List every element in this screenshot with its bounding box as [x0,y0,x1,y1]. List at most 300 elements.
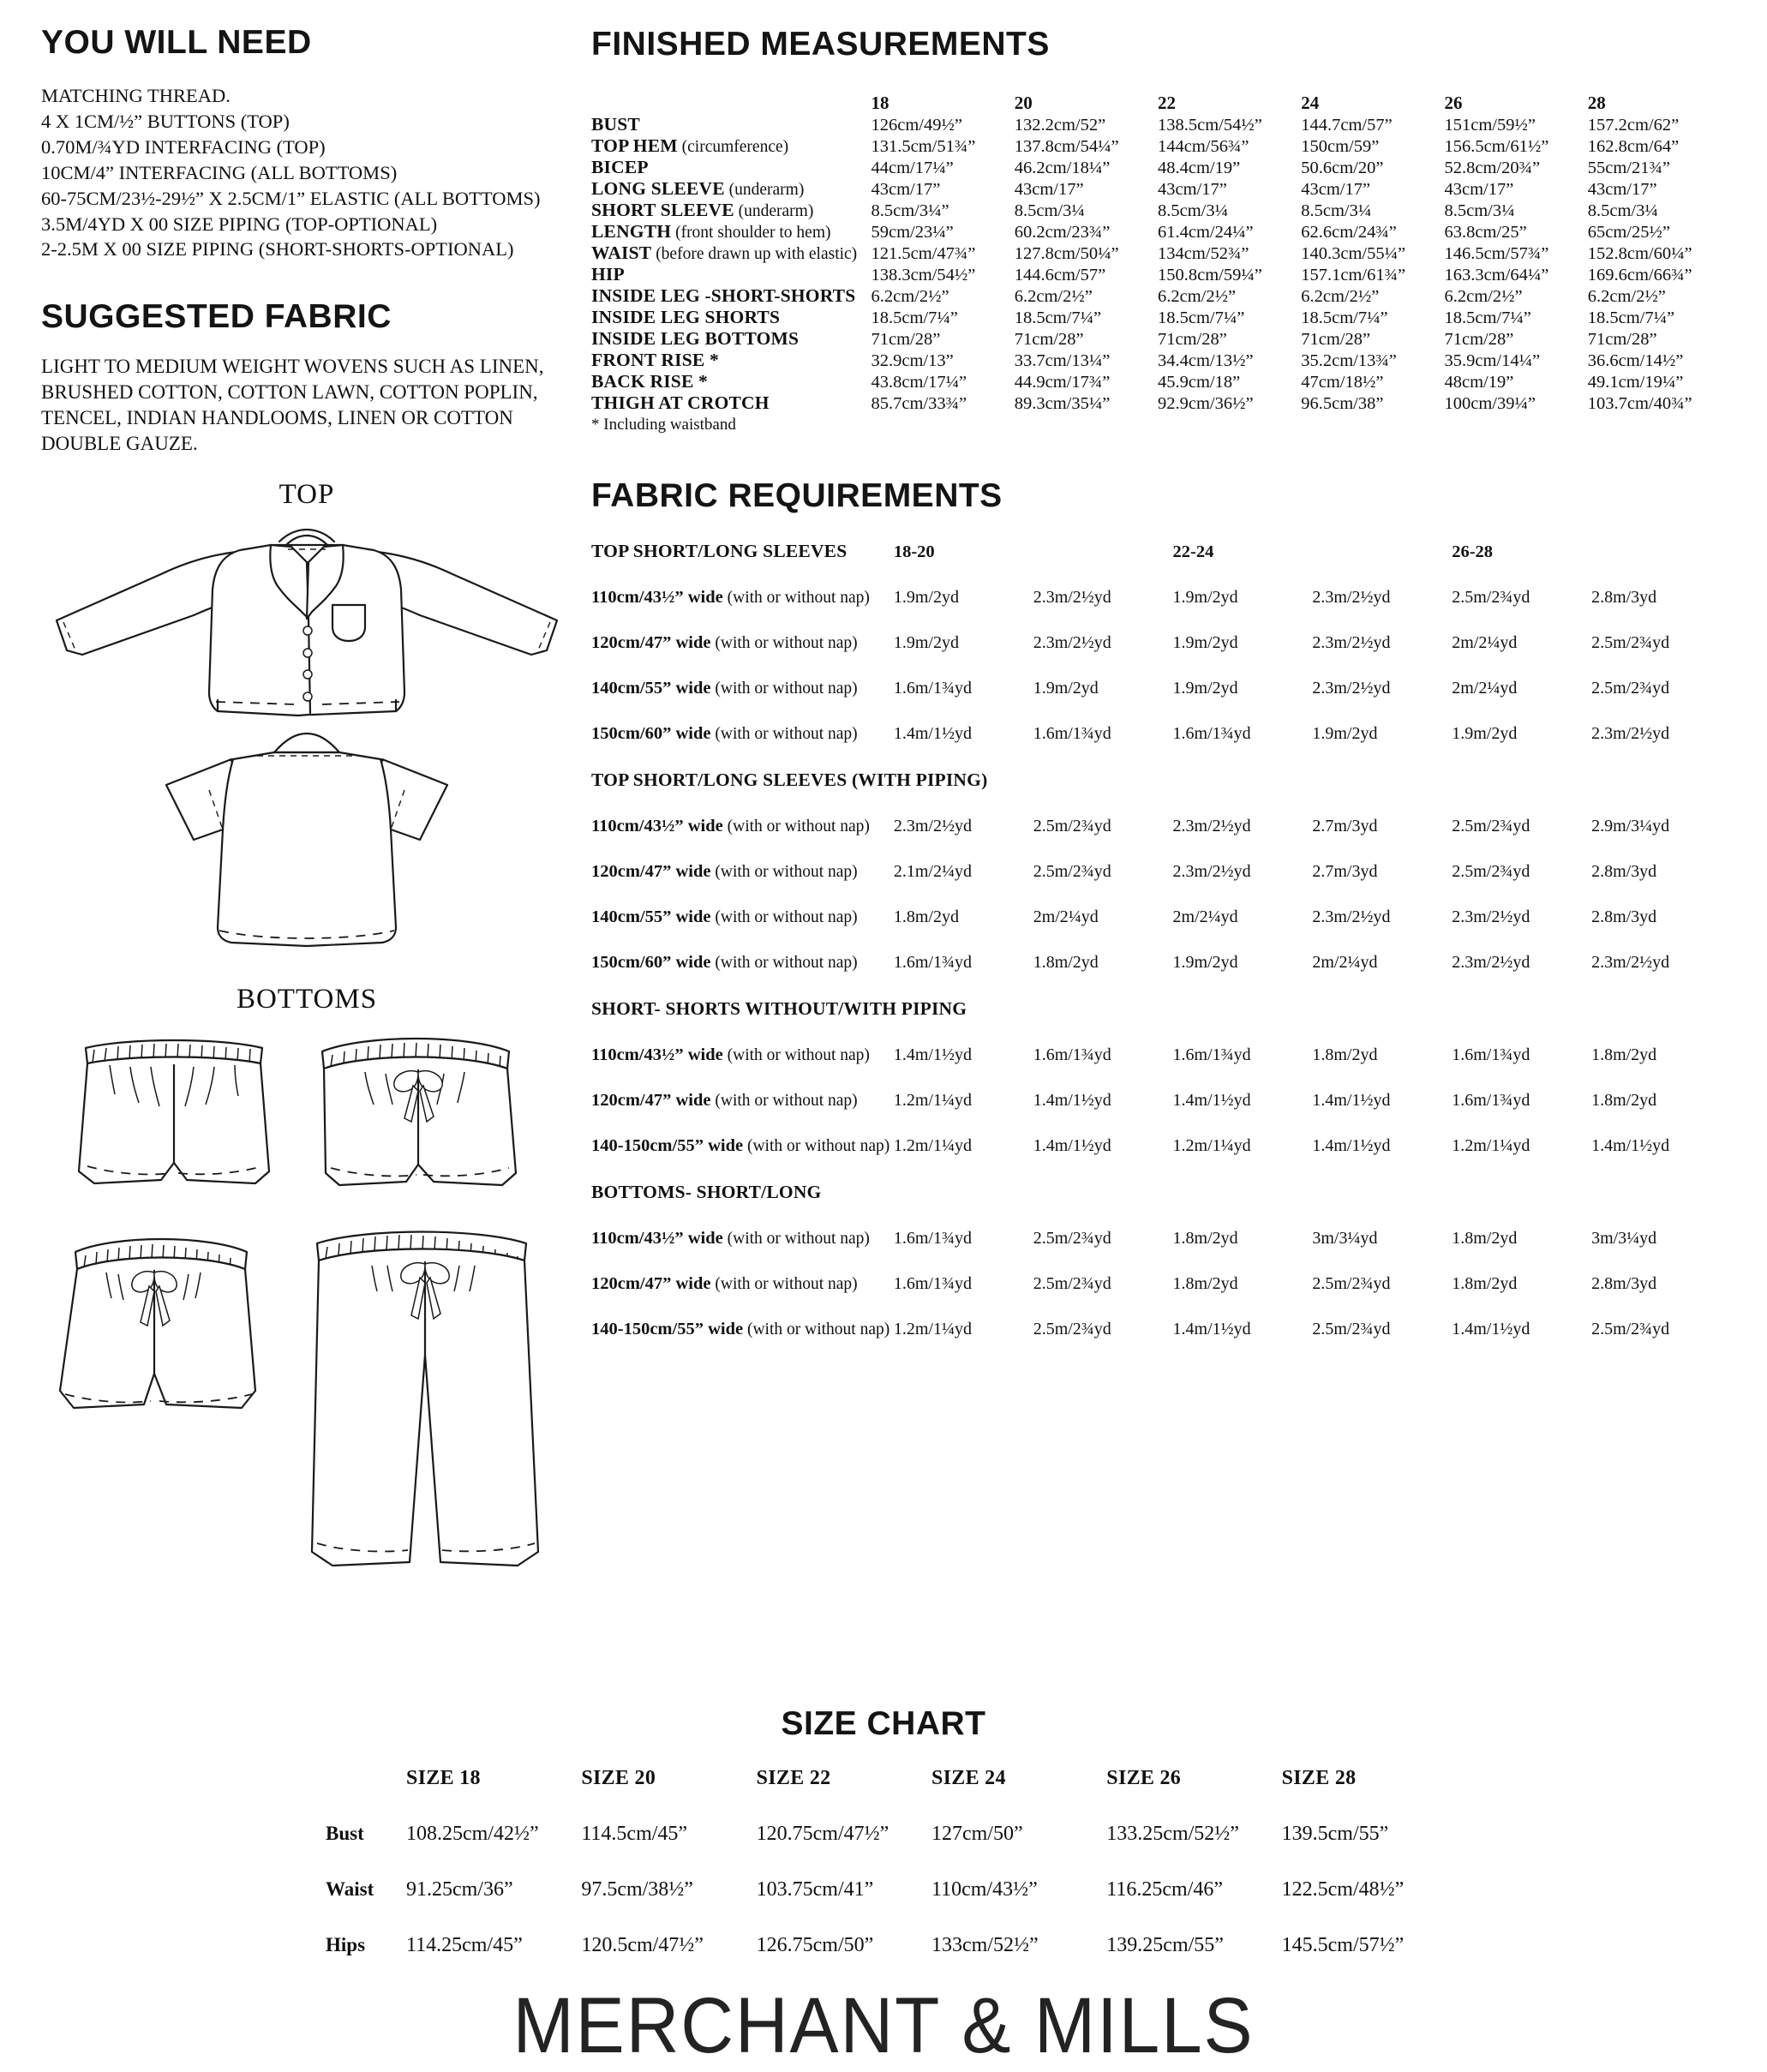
cell: 1.9m/2yd [1172,953,1238,972]
cell: 43.8cm/17¼” [871,373,967,392]
cell: 1.9m/2yd [1172,633,1238,652]
row-label-main: 150cm/60” wide [591,724,711,743]
cell: 122.5cm/48½” [1281,1878,1405,1901]
cell: 145.5cm/57½” [1281,1934,1405,1956]
row-label-main: 120cm/47” wide [591,1274,711,1293]
group-title: SHORT- SHORTS WITHOUT/WITH PIPING [591,998,967,1019]
cell: 43cm/17” [871,180,941,199]
cell: 52.8cm/20¾” [1444,159,1541,177]
bottoms-illustration-label: BOTTOMS [236,983,378,1015]
cell: 131.5cm/51¾” [871,137,976,156]
row-label [591,1320,894,1365]
row-label [591,200,871,221]
row-label [591,679,894,724]
row-label-sub: (with or without nap) [710,954,858,972]
cell: 1.4m/1½yd [1591,1136,1670,1155]
cell: 1.9m/2yd [1452,724,1518,743]
cell: 1.9m/2yd [1172,588,1238,607]
row-label [591,178,871,200]
cell: 2.5m/2¾yd [1033,1320,1111,1338]
cell: 43cm/17” [1444,180,1514,199]
cell: 2.5m/2¾yd [1452,817,1530,835]
row-label-main: FRONT RISE * [591,350,719,370]
row-label [591,1229,894,1274]
cell: 150cm/59” [1301,137,1380,156]
row-label-main: 120cm/47” wide [591,862,711,881]
cell: 1.9m/2yd [893,633,959,652]
cell: 114.5cm/45” [581,1823,688,1845]
cell: 35.9cm/14¼” [1444,351,1541,370]
table-row [591,157,1731,178]
size-column-header: SIZE 26 [1106,1767,1182,1789]
cell: 32.9cm/13” [871,351,954,370]
table-header-row [326,1767,1457,1823]
table-row [591,371,1731,392]
table-row [591,1136,1731,1182]
row-label-main: LENGTH [591,221,672,242]
cell: 2.8m/3yd [1591,1274,1657,1293]
cell: 2m/2¼yd [1452,633,1518,652]
cell: 1.4m/1½yd [1172,1091,1251,1110]
row-label-sub: (with or without nap) [722,589,870,607]
long-sleeve-top-technical-drawing [41,511,572,725]
table-row [591,1045,1731,1091]
group-title: BOTTOMS- SHORT/LONG [591,1182,822,1202]
cell: 2.5m/2¾yd [1452,588,1530,607]
you-will-need-list [41,83,564,262]
row-label-main: INSIDE LEG -SHORT-SHORTS [591,285,856,306]
table-row [591,588,1731,633]
row-label-main: 110cm/43½” wide [591,1229,723,1248]
cell: 127.8cm/50¼” [1014,244,1119,263]
row-label: Waist [326,1878,374,1900]
table-row [591,953,1731,998]
row-label-sub: (with or without nap) [710,1092,858,1110]
cell: 3m/3¼yd [1312,1229,1378,1248]
cell: 103.75cm/41” [756,1878,874,1901]
cell: 1.6m/1¾yd [1452,1045,1530,1064]
size-chart-title: SIZE CHART [781,1705,986,1742]
cell: 18.5cm/7¼” [1157,308,1245,327]
cell: 103.7cm/40¾” [1587,394,1692,413]
row-label-main: HIP [591,264,625,284]
cell: 2.5m/2¾yd [1591,633,1670,652]
cell: 2.5m/2¾yd [1033,862,1111,881]
row-label-main: 150cm/60” wide [591,953,711,972]
row-label-sub: (with or without nap) [710,863,858,881]
cell: 55cm/21¾” [1587,159,1670,177]
row-label-main: BUST [591,114,640,135]
row-label-sub: (front shoulder to hem) [671,224,831,242]
row-label [591,243,871,264]
cell: 1.4m/1½yd [893,724,972,743]
table-row [326,1823,1457,1878]
cell: 157.2cm/62” [1587,116,1680,135]
cell: 140.3cm/55¼” [1301,244,1406,263]
row-label-sub: (with or without nap) [710,1275,858,1293]
cell: 126.75cm/50” [756,1934,874,1956]
table-row [591,1229,1731,1274]
cell: 2.5m/2¾yd [1312,1274,1391,1293]
cell: 2.5m/2¾yd [1591,1320,1670,1338]
cell: 65cm/25½” [1587,223,1670,242]
fabric-group-header [591,998,1731,1045]
cell: 162.8cm/64” [1587,137,1680,156]
row-label-sub: (circumference) [677,138,789,156]
cell: 2.5m/2¾yd [1591,679,1670,698]
group-size-header [1591,541,1731,588]
table-row [591,350,1731,371]
group-size-header: 26-28 [1452,542,1494,561]
brand-logo: MERCHANT & MILLS [512,1982,1255,2069]
cell: 2.8m/3yd [1591,588,1657,607]
row-label-main: BICEP [591,157,649,177]
size-column-header: SIZE 20 [581,1767,656,1789]
cell: 1.8m/2yd [1312,1045,1378,1064]
cell: 2.3m/2½yd [1312,907,1391,926]
cell: 71cm/28” [1157,330,1227,349]
row-label-main: 120cm/47” wide [591,1091,711,1110]
cell: 2.8m/3yd [1591,907,1657,926]
row-label [591,1091,894,1136]
table-row [591,679,1731,724]
row-label-sub: (with or without nap) [710,725,858,743]
row-label-main: 110cm/43½” wide [591,1045,723,1064]
row-label [591,135,871,157]
table-row [591,307,1731,328]
cell: 1.8m/2yd [1172,1229,1238,1248]
cell: 8.5cm/3¼ [1301,201,1372,220]
list-item: 60-75CM/23½-29½” X 2.5CM/1” ELASTIC (ALL BOTTOMS) [41,187,541,209]
size-column-header: SIZE 24 [931,1767,1006,1789]
cell: 1.9m/2yd [893,588,959,607]
cell: 92.9cm/36½” [1157,394,1254,413]
table-row [591,285,1731,307]
row-label-main: SHORT SLEEVE [591,200,734,220]
cell: 2.5m/2¾yd [1312,1320,1391,1338]
cell: 8.5cm/3¼ [1587,201,1658,220]
group-title: TOP SHORT/LONG SLEEVES (WITH PIPING) [591,770,988,790]
cell: 71cm/28” [1587,330,1657,349]
cell: 18.5cm/7¼” [1014,308,1102,327]
row-label: Bust [326,1823,364,1844]
cell: 127cm/50” [931,1823,1023,1845]
cell: 1.4m/1½yd [1033,1136,1111,1155]
cell: 2m/2¼yd [1033,907,1099,926]
cell: 36.6cm/14½” [1587,351,1684,370]
list-item: 0.70M/¾YD INTERFACING (TOP) [41,135,326,158]
table-row [591,907,1731,953]
table-row [591,178,1731,200]
size-header: 28 [1587,93,1606,113]
cell: 1.4m/1½yd [1452,1320,1530,1338]
cell: 1.2m/1¼yd [893,1136,972,1155]
cell: 116.25cm/46” [1106,1878,1224,1901]
cell: 2.5m/2¾yd [1452,862,1530,881]
suggested-fabric-title: SUGGESTED FABRIC [41,298,392,336]
cell: 1.8m/2yd [1591,1045,1657,1064]
cell: 2.9m/3¼yd [1591,817,1670,835]
cell: 18.5cm/7¼” [1444,308,1531,327]
cell: 1.6m/1¾yd [893,679,972,698]
fabric-group-header [591,770,1731,817]
row-label [591,953,894,998]
cell: 6.2cm/2½” [1157,287,1237,306]
cell: 1.8m/2yd [1172,1274,1238,1293]
cell: 150.8cm/59¼” [1157,266,1262,284]
cell: 18.5cm/7¼” [871,308,958,327]
cell: 1.9m/2yd [1312,724,1378,743]
row-label [591,392,871,414]
row-label: Hips [326,1934,366,1955]
list-item: 10CM/4” INTERFACING (ALL BOTTOMS) [41,161,398,183]
cell: 2.3m/2½yd [893,817,972,835]
row-label-main: 110cm/43½” wide [591,817,723,835]
row-label-main: 140-150cm/55” wide [591,1136,744,1155]
cell: 47cm/18½” [1301,373,1384,392]
cell: 34.4cm/13½” [1157,351,1254,370]
row-label [591,588,894,633]
cell: 1.2m/1¼yd [1452,1136,1530,1155]
row-label [591,307,871,328]
row-label [591,1045,894,1091]
cell: 62.6cm/24¾” [1301,223,1397,242]
row-label-main: 140cm/55” wide [591,679,711,698]
table-header-row [591,93,1731,114]
size-header: 20 [1014,93,1033,113]
size-header: 22 [1157,93,1176,113]
cell: 71cm/28” [1014,330,1084,349]
cell: 2.3m/2½yd [1172,817,1251,835]
table-row [591,633,1731,679]
cell: 100cm/39¼” [1444,394,1536,413]
row-label-main: 120cm/47” wide [591,633,711,652]
header-spacer [326,1767,406,1823]
cell: 2m/2¼yd [1452,679,1518,698]
row-label [591,371,871,392]
cell: 1.2m/1¼yd [893,1320,972,1338]
cell: 132.2cm/52” [1014,116,1106,135]
cell: 1.6m/1¾yd [1172,1045,1251,1064]
cell: 18.5cm/7¼” [1587,308,1675,327]
row-label-sub: (with or without nap) [722,817,870,835]
table-row [591,200,1731,221]
cell: 45.9cm/18” [1157,373,1241,392]
row-label-sub: (before drawn up with elastic) [651,245,858,263]
cell: 1.6m/1¾yd [1033,1045,1111,1064]
cell: 2.3m/2½yd [1033,588,1111,607]
row-label-main: INSIDE LEG BOTTOMS [591,328,800,349]
cell: 48cm/19” [1444,373,1514,392]
cell: 121.5cm/47¾” [871,244,976,263]
cell: 2.1m/2¼yd [893,862,972,881]
size-column-header: SIZE 22 [756,1767,831,1789]
cell: 1.6m/1¾yd [1452,1091,1530,1110]
cell: 89.3cm/35¼” [1014,394,1111,413]
cell: 71cm/28” [1301,330,1371,349]
fabric-group-header [591,541,1731,588]
row-label [591,264,871,285]
table-row [591,243,1731,264]
cell: 59cm/23¼” [871,223,954,242]
row-label-sub: (underarm) [724,181,805,199]
measurements-footnote: * Including waistband [591,416,736,434]
top-illustration-block [41,479,572,725]
cell: 1.9m/2yd [1172,679,1238,698]
cell: 108.25cm/42½” [405,1823,539,1845]
row-label [591,328,871,350]
cell: 91.25cm/36” [405,1878,513,1901]
row-label-main: THIGH AT CROTCH [591,392,770,413]
list-item: 2-2.5M X 00 SIZE PIPING (SHORT-SHORTS-OPTIONAL) [41,238,514,260]
cell: 152.8cm/60¼” [1587,244,1692,263]
header-spacer [591,93,871,114]
cell: 1.8m/2yd [1452,1229,1518,1248]
cell: 97.5cm/38½” [581,1878,693,1901]
cell: 3m/3¼yd [1591,1229,1657,1248]
size-header: 24 [1301,93,1320,113]
top-illustration-label: TOP [279,478,335,510]
size-chart-block [326,1767,1457,1990]
fabric-requirements-table [591,541,1731,1365]
table-row [591,1320,1731,1365]
row-label [591,350,871,371]
cell: 2.3m/2½yd [1452,953,1530,972]
group-size-header [1312,541,1452,588]
row-label [591,114,871,135]
cell: 8.5cm/3¼ [1157,201,1228,220]
cell: 2.3m/2½yd [1312,679,1391,698]
cell: 63.8cm/25” [1444,223,1527,242]
table-row [591,862,1731,907]
cell: 6.2cm/2½” [1014,287,1093,306]
row-label [591,221,871,243]
table-row [591,1091,1731,1136]
cell: 133.25cm/52½” [1106,1823,1239,1845]
table-row [591,135,1731,157]
cell: 2.7m/3yd [1312,862,1378,881]
you-will-need-title: YOU WILL NEED [41,24,312,61]
short-sleeve-top-technical-drawing [41,728,572,977]
cell: 114.25cm/45” [405,1934,523,1956]
row-label-main: INSIDE LEG SHORTS [591,307,781,327]
size-header: 26 [1444,93,1463,113]
row-label-main: BACK RISE * [591,371,709,392]
cell: 110cm/43½” [931,1878,1038,1901]
cell: 144.7cm/57” [1301,116,1393,135]
cell: 1.2m/1¼yd [1172,1136,1251,1155]
cell: 71cm/28” [871,330,941,349]
cell: 163.3cm/64¼” [1444,266,1549,284]
cell: 44.9cm/17¾” [1014,373,1111,392]
row-label [591,907,894,953]
row-label-sub: (with or without nap) [722,1230,870,1248]
cell: 85.7cm/33¾” [871,394,967,413]
suggested-fabric-body: LIGHT TO MEDIUM WEIGHT WOVENS SUCH AS LINEN, BRUSHED COTTON, COTTON LAWN, COTTON POPLIN, TENCEL, INDIAN HANDLOOMS, LINEN OR COTTON DOUBLE GAUZE. [41,356,544,454]
finished-measurements-title: FINISHED MEASUREMENTS [591,26,1050,63]
row-label [591,817,894,862]
fabric-group-header [591,1182,1731,1229]
fabric-requirements-title: FABRIC REQUIREMENTS [591,477,1003,514]
cell: 144.6cm/57” [1014,266,1106,284]
cell: 35.2cm/13¾” [1301,351,1397,370]
cell: 157.1cm/61¾” [1301,266,1406,284]
long-shorts-and-pants-technical-drawing [41,1226,572,1586]
cell: 1.8m/2yd [1591,1091,1657,1110]
cell: 1.8m/2yd [1033,953,1099,972]
cell: 120.5cm/47½” [581,1934,704,1956]
cell: 2.5m/2¾yd [1033,817,1111,835]
cell: 2.5m/2¾yd [1033,1274,1111,1293]
row-label-main: 140cm/55” wide [591,907,711,926]
table-row [591,392,1731,414]
row-label [591,1136,894,1182]
cell: 1.2m/1¼yd [893,1091,972,1110]
cell: 1.9m/2yd [1033,679,1099,698]
cell: 2.3m/2½yd [1312,588,1391,607]
cell: 44cm/17¼” [871,159,954,177]
cell: 1.4m/1½yd [1172,1320,1251,1338]
group-size-header: 18-20 [893,542,935,561]
cell: 96.5cm/38” [1301,394,1384,413]
cell: 151cm/59½” [1444,116,1536,135]
table-row [591,328,1731,350]
size-header: 18 [871,93,889,113]
table-row [591,221,1731,243]
cell: 2.7m/3yd [1312,817,1378,835]
row-label-main: TOP HEM [591,135,678,156]
cell: 1.6m/1¾yd [893,1229,972,1248]
cell: 144cm/56¾” [1157,137,1249,156]
table-row [591,114,1731,135]
table-row [591,264,1731,285]
cell: 18.5cm/7¼” [1301,308,1388,327]
cell: 2m/2¼yd [1172,907,1238,926]
cell: 138.5cm/54½” [1157,116,1262,135]
cell: 43cm/17” [1014,180,1084,199]
table-row [591,1274,1731,1320]
row-label-sub: (with or without nap) [710,680,858,698]
table-row [591,817,1731,862]
list-item: 4 X 1CM/½” BUTTONS (TOP) [41,110,290,132]
cell: 1.6m/1¾yd [893,953,972,972]
cell: 43cm/17” [1157,180,1227,199]
cell: 33.7cm/13¼” [1014,351,1111,370]
size-column-header: SIZE 18 [405,1767,481,1789]
cell: 1.6m/1¾yd [1172,724,1251,743]
cell: 48.4cm/19” [1157,159,1241,177]
cell: 169.6cm/66¾” [1587,266,1692,284]
cell: 50.6cm/20” [1301,159,1384,177]
row-label-sub: (with or without nap) [710,634,858,652]
cell: 134cm/52¾” [1157,244,1249,263]
cell: 71cm/28” [1444,330,1514,349]
row-label [591,633,894,679]
row-label-main: LONG SLEEVE [591,178,725,199]
cell: 46.2cm/18¼” [1014,159,1111,177]
row-label-sub: (with or without nap) [710,908,858,926]
row-label [591,1274,894,1320]
row-label-sub: (with or without nap) [722,1046,870,1064]
cell: 2.3m/2½yd [1452,907,1530,926]
cell: 1.8m/2yd [893,907,959,926]
row-label-main: 140-150cm/55” wide [591,1320,744,1338]
cell: 8.5cm/3¼” [871,201,949,220]
cell: 1.4m/1½yd [1033,1091,1111,1110]
cell: 2.3m/2½yd [1033,633,1111,652]
row-label-main: 110cm/43½” wide [591,588,723,607]
cell: 2.3m/2½yd [1312,633,1391,652]
